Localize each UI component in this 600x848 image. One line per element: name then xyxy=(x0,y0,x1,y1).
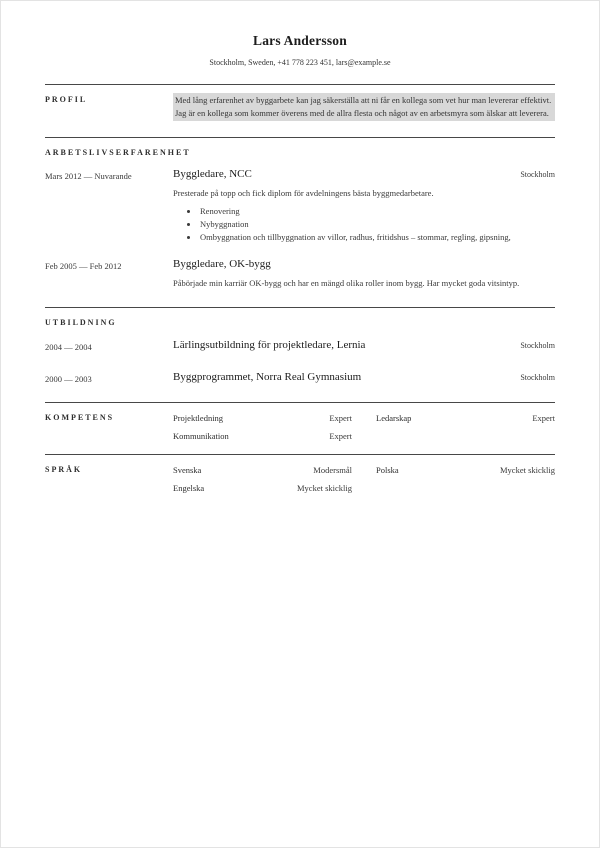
skill-item xyxy=(376,413,555,423)
experience-entry-body xyxy=(173,168,555,243)
education-title: Lärlingsutbildning för projektledare, Lernia xyxy=(173,339,366,352)
experience-entry-body xyxy=(173,258,555,290)
language-name: Polska xyxy=(376,465,399,476)
experience-dates: Feb 2005 — Feb 2012 xyxy=(45,261,122,272)
languages-label-column xyxy=(45,455,173,493)
section-label-profil: PROFIL xyxy=(45,95,88,104)
experience-dates: Mars 2012 — Nuvarande xyxy=(45,171,132,182)
job-bullet: • Renovering xyxy=(199,205,555,218)
education-location: Stockholm xyxy=(520,373,555,383)
section-education xyxy=(45,307,555,402)
education-entry xyxy=(45,371,555,384)
skill-item xyxy=(173,413,352,423)
job-bullet-list xyxy=(173,205,555,243)
experience-title-row xyxy=(173,258,555,270)
language-level: Mycket skicklig xyxy=(296,483,352,494)
language-level: Mycket skicklig xyxy=(499,465,555,476)
languages-grid xyxy=(173,455,555,493)
contact-line: Stockholm, Sweden, +41 778 223 451, lars@example.se xyxy=(209,58,391,67)
section-label-sprak: SPRÅK xyxy=(45,465,83,475)
skills-label-column xyxy=(45,403,173,441)
education-title-row xyxy=(173,339,555,351)
section-languages xyxy=(45,454,555,506)
section-label-kompetens: KOMPETENS xyxy=(45,413,115,423)
resume-header xyxy=(45,33,555,67)
education-entry-body xyxy=(173,371,555,384)
language-name: Svenska xyxy=(173,465,202,476)
skill-level: Expert xyxy=(329,431,352,442)
skill-level: Expert xyxy=(532,413,555,424)
education-title: Byggprogrammet, Norra Real Gymnasium xyxy=(173,371,362,384)
language-name: Engelska xyxy=(173,483,205,494)
education-dates: 2004 — 2004 xyxy=(45,342,92,353)
experience-entry xyxy=(45,168,555,243)
section-label-arbetslivserfarenhet: ARBETSLIVSERFARENHET xyxy=(45,148,191,158)
job-location: Stockholm xyxy=(520,170,555,180)
skill-level: Expert xyxy=(329,413,352,424)
language-level: Modersmål xyxy=(313,465,352,476)
skill-name: Projektledning xyxy=(173,413,224,424)
experience-title-row xyxy=(173,168,555,180)
language-item xyxy=(173,483,352,493)
job-bullet: • Nybyggnation xyxy=(199,218,555,231)
profile-summary-text: Med lång erfarenhet av byggarbete kan jag säkerställa att ni får en kollega som vet hur man levererar effektivt. Jag är en kollega som kommer överens med de allra flesta och något av en arbetsmyra som älskar att leverera. xyxy=(173,93,555,121)
education-entry-body xyxy=(173,339,555,352)
candidate-name: Lars Andersson xyxy=(253,33,347,48)
section-experience xyxy=(45,137,555,307)
experience-entry xyxy=(45,258,555,290)
job-title: Byggledare, OK-bygg xyxy=(173,258,271,271)
job-summary: Påbörjade min karriär OK-bygg och har en mängd olika roller inom bygg. Har mycket goda vitsintyp. xyxy=(173,278,520,289)
profile-label-column xyxy=(45,85,173,121)
education-entry xyxy=(45,339,555,352)
section-skills xyxy=(45,402,555,454)
skill-name: Kommunikation xyxy=(173,431,229,442)
skill-name: Ledarskap xyxy=(376,413,412,424)
section-label-utbildning: UTBILDNING xyxy=(45,318,117,328)
education-dates: 2000 — 2003 xyxy=(45,374,92,385)
profile-content xyxy=(173,85,555,121)
language-item xyxy=(376,465,555,475)
job-summary: Presterade på topp och fick diplom för avdelningens bästa byggmedarbetare. xyxy=(173,188,434,199)
skills-grid xyxy=(173,403,555,441)
education-location: Stockholm xyxy=(520,341,555,351)
language-item xyxy=(173,465,352,475)
section-profile xyxy=(45,84,555,137)
education-title-row xyxy=(173,371,555,383)
skill-item xyxy=(173,431,352,441)
job-bullet: • Ombyggnation och tillbyggnation av villor, radhus, fritidshus – stommar, regling, gipsning, xyxy=(199,231,555,244)
job-title: Byggledare, NCC xyxy=(173,168,252,181)
